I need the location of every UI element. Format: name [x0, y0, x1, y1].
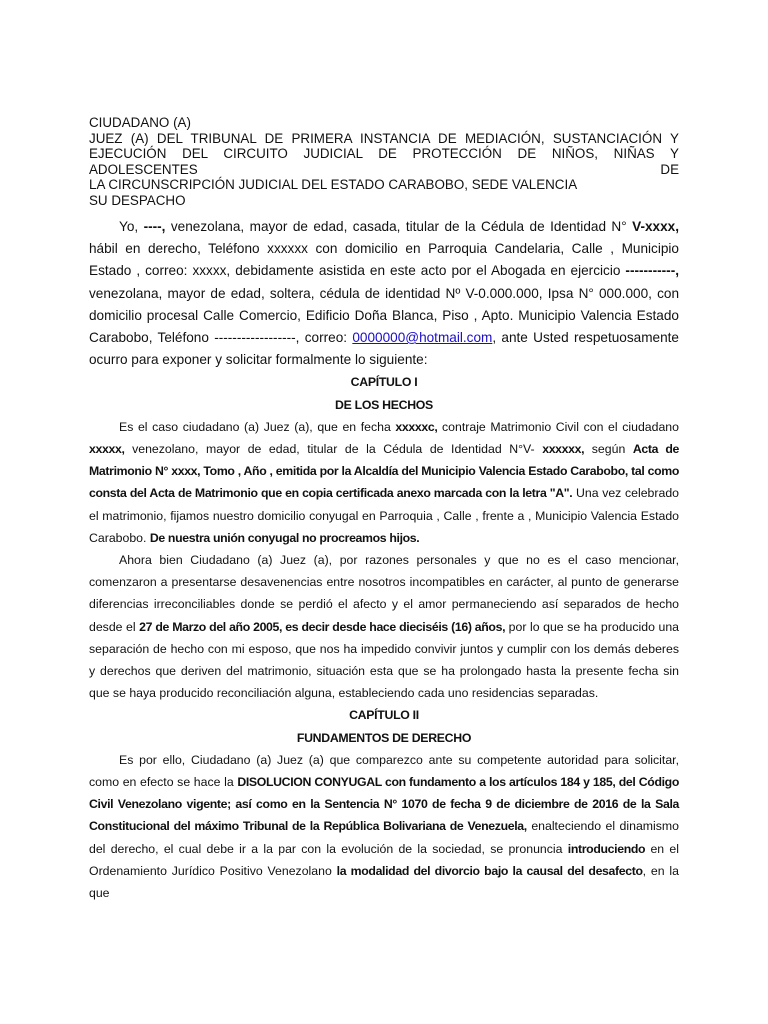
addressee-block	[89, 115, 679, 208]
addressee-line: SU DESPACHO	[89, 192, 186, 208]
chapter-title: CAPÍTULO II	[349, 708, 419, 723]
intro-paragraph: Yo, ----, venezolana, mayor de edad, casada, titular de la Cédula de Identidad N° V-xxxx, hábil en derecho, Teléfono xxxxxx con domicilio en Parroquia Candelaria, Calle , Municipio Estado , correo: xxxxx, debidamente asistida en este acto por el Abogada en ejercicio -----------, venezolana, mayor de edad, soltera, cédula de identidad Nº V-0.000.000, Ipsa N° 000.000, con domicilio procesal Calle Comercio, Edificio Doña Blanca, Piso , Apto. Municipio Valencia Estado Carabobo, Teléfono ------------------, correo: 0000000@hotmail.com, ante Usted respetuosamente ocurro para exponer y solicitar formalmente lo siguiente:	[89, 219, 679, 368]
facts-paragraph: Es el caso ciudadano (a) Juez (a), que en fecha xxxxxc, contraje Matrimonio Civil con el ciudadano xxxxx, venezolano, mayor de edad, titular de la Cédula de Identidad N°V- xxxxxx, según Acta de Matrimonio N° xxxx, Tomo , Año , emitida por la Alcaldía del Municipio Valencia Estado Carabobo, tal como consta del Acta de Matrimonio que en copia certificada anexo marcada con la letra "A". Una vez celebrado el matrimonio, fijamos nuestro domicilio conyugal en Parroquia , Calle , frente a , Municipio Valencia Estado Carabobo. De nuestra unión conyugal no procreamos hijos.	[89, 419, 680, 545]
email-link[interactable]: 0000000@hotmail.com	[352, 330, 493, 346]
legal-basis-paragraph: Es por ello, Ciudadano (a) Juez (a) que comparezco ante su competente autoridad para solicitar, como en efecto se hace la DISOLUCION CONYUGAL con fundamento a los artículos 184 y 185, del Código Civil Venezolano vigente; así como en la Sentencia N° 1070 de fecha 9 de diciembre de 2016 de la Sala Constitucional del máximo Tribunal de la República Bolivariana de Venezuela, enalteciendo el dinamismo del derecho, el cual debe ir a la par con la evolución de la sociedad, se pronuncia introduciendo en el Ordenamiento Jurídico Positivo Venezolano la modalidad del divorcio bajo la causal del desafecto, en la que	[89, 752, 680, 901]
document-page	[89, 115, 679, 904]
addressee-line: LA CIRCUNSCRIPCIÓN JUDICIAL DEL ESTADO CARABOBO, SEDE VALENCIA	[89, 177, 578, 192]
document-body	[89, 216, 679, 904]
chapter-subtitle: DE LOS HECHOS	[335, 397, 433, 412]
chapter-subtitle: FUNDAMENTOS DE DERECHO	[296, 730, 472, 745]
addressee-line: EJECUCIÓN DEL CIRCUITO JUDICIAL DE PROTECCIÓN DE NIÑOS, NIÑAS Y ADOLESCENTES DE	[89, 146, 679, 177]
chapter-title: CAPÍTULO I	[350, 375, 418, 390]
addressee-line: JUEZ (A) DEL TRIBUNAL DE PRIMERA INSTANCIA DE MEDIACIÓN, SUSTANCIACIÓN Y	[89, 130, 679, 146]
separation-paragraph: Ahora bien Ciudadano (a) Juez (a), por razones personales y que no es el caso mencionar, comenzaron a presentarse desavenencias entre nosotros incompatibles en carácter, al punto de generarse diferencias irreconciliables donde se perdió el afecto y el amor permaneciendo así separados de hecho desde el 27 de Marzo del año 2005, es decir desde hace dieciséis (16) años, por lo que se ha producido una separación de hecho con mi esposo, que nos ha impedido convivir juntos y cumplir con los demás deberes y derechos que deriven del matrimonio, situación esta que se ha prolongado hasta la presente fecha sin que se haya producido reconciliación alguna, estableciendo cada uno residencias separadas.	[89, 553, 679, 701]
addressee-line: CIUDADANO (A)	[89, 115, 191, 130]
